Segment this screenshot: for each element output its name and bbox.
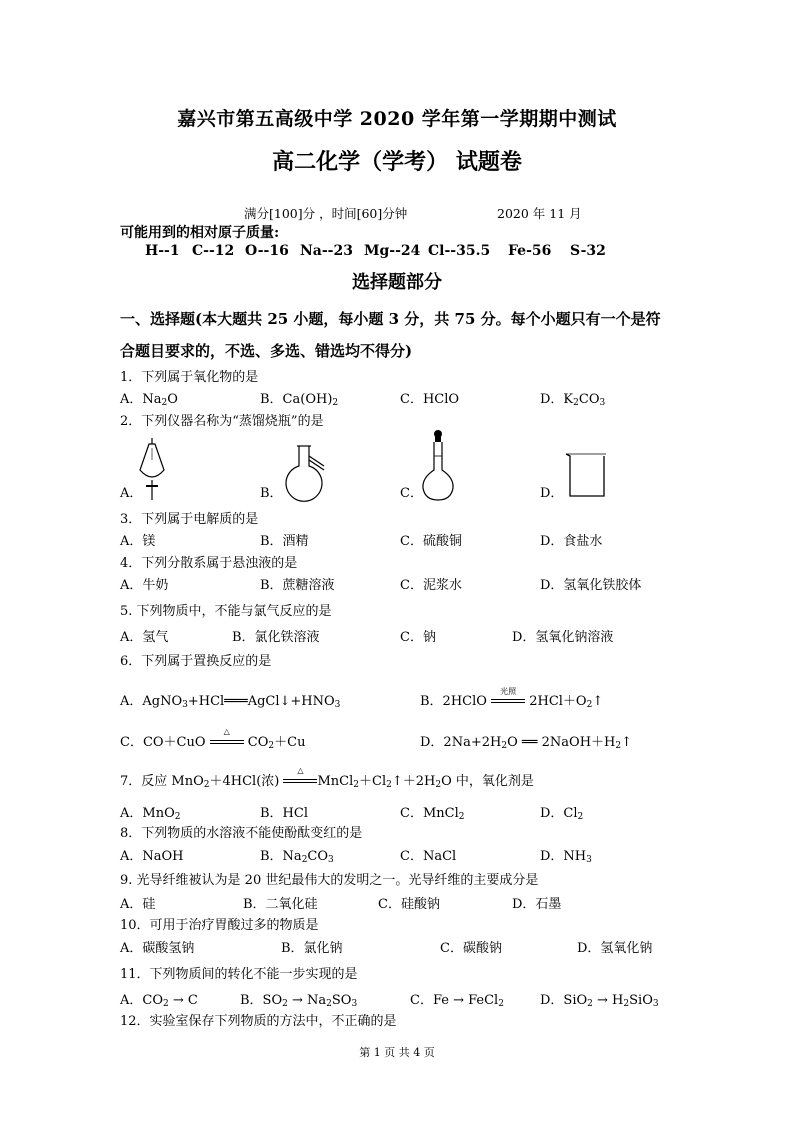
q3-option-b: B．酒精 xyxy=(260,534,309,549)
exam-date: 2020 年 11 月 xyxy=(497,206,582,221)
q8-option-b: B．$Na_2CO_3$ xyxy=(260,849,334,865)
q4-option-d: D．氢氧化铁胶体 xyxy=(540,578,642,593)
atomic-mass-c: C--12 xyxy=(192,243,235,259)
q11-stem: 11．下列物质间的转化不能一步实现的是 xyxy=(120,967,358,982)
atomic-mass-mg: Mg--24 xyxy=(364,243,421,259)
atomic-mass-na: Na--23 xyxy=(300,243,353,259)
q3-stem: 3．下列属于电解质的是 xyxy=(120,512,259,527)
q6-option-d: D．$2Na+2H_2O$ ══ $2NaOH+H_2↑$ xyxy=(420,735,633,751)
q10-option-b: B．氯化钠 xyxy=(281,941,343,956)
q7-option-d: D．$Cl_2$ xyxy=(540,806,584,822)
q8-option-a: A．NaOH xyxy=(120,849,184,864)
q5-option-b: B．氯化铁溶液 xyxy=(232,630,320,645)
q10-option-a: A．碳酸氢钠 xyxy=(120,941,195,956)
separatory-funnel-icon xyxy=(134,438,170,502)
q11-option-c: C．Fe → FeCl$_2$ xyxy=(410,993,504,1009)
q10-stem: 10．可用于治疗胃酸过多的物质是 xyxy=(120,918,319,933)
q6-option-a: A．$AgNO_3+HCl═══AgCl↓+HNO_3$ xyxy=(120,694,341,710)
q5-option-c: C．钠 xyxy=(400,630,436,645)
atomic-mass-h: H--1 xyxy=(145,243,180,259)
score-time: 满分[100]分 ，时间[60]分钟 xyxy=(244,206,408,221)
q7-option-a: A．MnO$_2$ xyxy=(120,806,181,822)
atomic-mass-cl: Cl--35.5 xyxy=(428,243,491,259)
q8-option-d: D．$NH_3$ xyxy=(540,849,592,865)
q3-option-a: A．镁 xyxy=(120,534,156,549)
q2-option-b: B． xyxy=(260,486,283,501)
q9-option-c: C．硅酸钠 xyxy=(378,897,440,912)
q4-stem: 4．下列分散系属于悬浊液的是 xyxy=(120,556,298,571)
distillation-flask-icon xyxy=(282,444,330,502)
q2-option-d: D． xyxy=(540,486,564,501)
exam-subtitle: 高二化学（学考） 试题卷 xyxy=(272,149,522,175)
q4-option-c: C．泥浆水 xyxy=(400,578,462,593)
page-footer: 第 1 页 共 4 页 xyxy=(359,1046,435,1059)
q7-option-c: C．MnCl$_2$ xyxy=(400,806,465,822)
q5-option-a: A．氢气 xyxy=(120,630,169,645)
atomic-mass-label: 可能用到的相对原子质量: xyxy=(120,225,280,241)
q3-option-d: D．食盐水 xyxy=(540,534,603,549)
q5-stem: 5. 下列物质中，不能与氯气反应的是 xyxy=(120,604,332,619)
instructions-line2: 合题目要求的，不选、多选、错选均不得分) xyxy=(120,342,413,360)
q11-option-d: D．$SiO_2 \to H_2SiO_3$ xyxy=(540,993,659,1009)
q10-option-d: D．氢氧化钠 xyxy=(577,941,653,956)
q4-option-b: B．蔗糖溶液 xyxy=(260,578,335,593)
atomic-mass-fe: Fe-56 xyxy=(508,243,552,259)
q6-option-c: C．CO＋CuO △ $CO_2+Cu$ xyxy=(120,726,306,751)
q9-option-d: D．石墨 xyxy=(512,897,562,912)
q2-option-c: C． xyxy=(400,486,423,501)
q11-option-a: A．$CO_2 \to C$ xyxy=(120,993,198,1009)
q7-stem: 7．反应 MnO$_2$＋4HCl(浓) △ $MnCl_2+Cl_2↑+2H_2O$ 中，氧化剂是 xyxy=(120,765,534,790)
q3-option-c: C．硫酸铜 xyxy=(400,534,462,549)
q10-option-c: C．碳酸钠 xyxy=(440,941,502,956)
volumetric-flask-icon xyxy=(420,428,456,502)
exam-title: 嘉兴市第五高级中学 2020 学年第一学期期中测试 xyxy=(177,108,617,130)
instructions-line1: 一、选择题(本大题共 25 小题，每小题 3 分，共 75 分。每个小题只有一个是符 xyxy=(120,310,661,328)
beaker-icon xyxy=(564,452,608,500)
q7-option-b: B．HCl xyxy=(260,806,308,821)
atomic-mass-s: S-32 xyxy=(570,243,606,259)
q4-option-a: A．牛奶 xyxy=(120,578,169,593)
section-title: 选择题部分 xyxy=(352,272,442,293)
q6-stem: 6．下列属于置换反应的是 xyxy=(120,654,272,669)
q1-option-b: B．$Ca(OH)_2$ xyxy=(260,392,339,408)
q9-option-a: A．硅 xyxy=(120,897,156,912)
atomic-mass-o: O--16 xyxy=(245,243,289,259)
q11-option-b: B．$SO_2 \to Na_2SO_3$ xyxy=(240,993,358,1009)
q6-option-b: B．2HClO 光照 $2HCl+O_2↑$ xyxy=(420,686,604,710)
q1-option-c: C．HClO xyxy=(400,392,460,407)
q7-condition: △ xyxy=(283,775,317,789)
q1-option-a: A．$Na_2O$ xyxy=(120,392,178,408)
q12-stem: 12．实验室保存下列物质的方法中，不正确的是 xyxy=(120,1014,397,1029)
q6-c-condition: △ xyxy=(210,736,244,750)
q1-option-d: D．$K_2CO_3$ xyxy=(540,392,606,408)
q8-option-c: C．NaCl xyxy=(400,849,457,864)
q1-stem: 1．下列属于氧化物的是 xyxy=(120,370,259,385)
q2-option-a: A． xyxy=(120,486,143,501)
q8-stem: 8．下列物质的水溶液不能使酚酞变红的是 xyxy=(120,826,363,841)
q5-option-d: D．氢氧化钠溶液 xyxy=(512,630,614,645)
q6-b-condition: 光照 xyxy=(491,695,525,709)
q2-stem: 2．下列仪器名称为“蒸馏烧瓶”的是 xyxy=(120,414,324,429)
q9-stem: 9. 光导纤维被认为是 20 世纪最伟大的发明之一。光导纤维的主要成分是 xyxy=(120,873,539,888)
q9-option-b: B．二氧化硅 xyxy=(243,897,318,912)
